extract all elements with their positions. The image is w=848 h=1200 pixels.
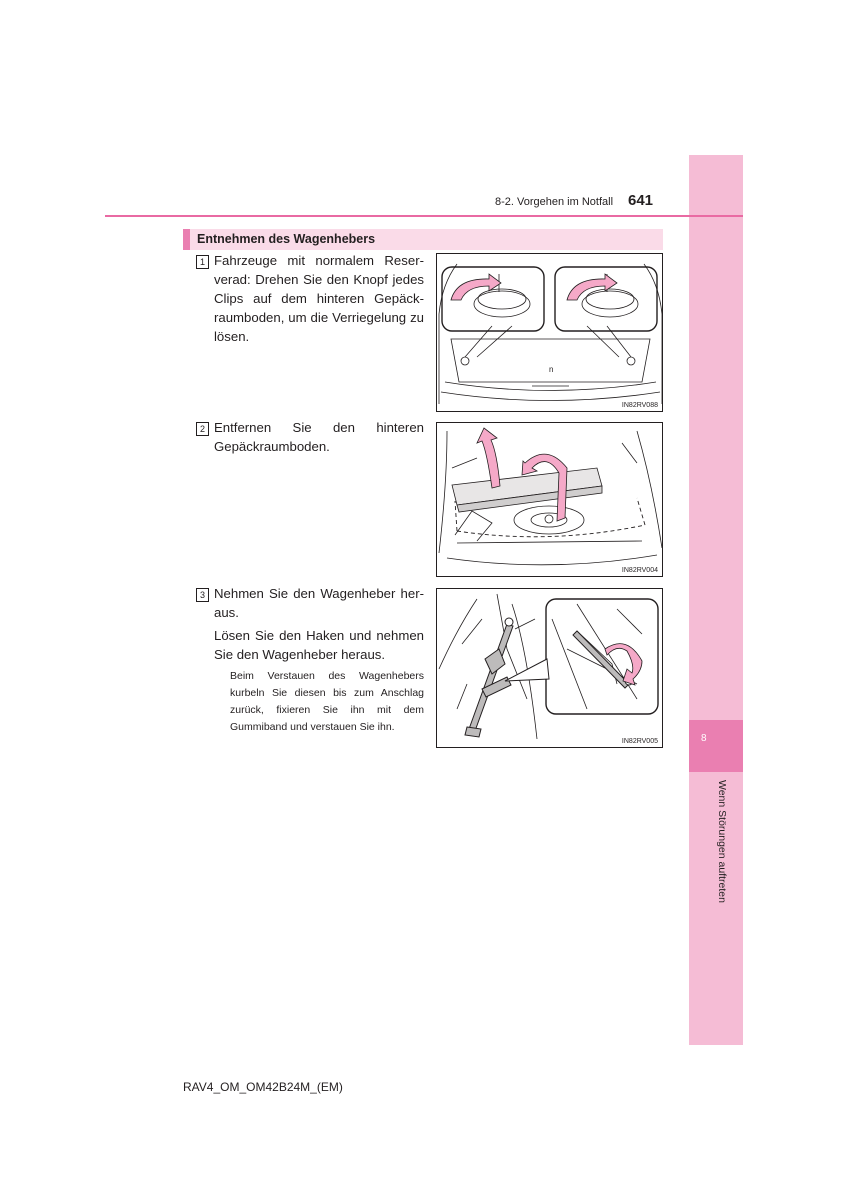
step-text-1: Fahrzeuge mit normalem Reserverad: Drehen Sie den Knopf jedes Clips auf dem hinteren Gepäckraumboden, um die Verriegelung zu lösen. bbox=[214, 253, 424, 344]
figure-code-1: IN82RV088 bbox=[621, 402, 658, 409]
footer-doc-code: RAV4_OM_OM42B24M_(EM) bbox=[183, 1080, 343, 1094]
side-strip bbox=[689, 155, 743, 1045]
chapter-label: Wenn Störungen auftreten bbox=[716, 780, 728, 903]
step-subtext-3: Lösen Sie den Haken und nehmen Sie den Wagenheber heraus. bbox=[214, 628, 424, 662]
figure-marker-n: n bbox=[549, 365, 554, 374]
page-number: 641 bbox=[628, 192, 654, 209]
header-rule bbox=[105, 215, 743, 217]
figure-floor-removal bbox=[436, 422, 663, 577]
chapter-number: 8 bbox=[701, 733, 707, 744]
figure-code-2: IN82RV004 bbox=[621, 567, 658, 574]
figure-clip-knobs-illustration bbox=[437, 254, 663, 412]
step-text-2: Entfernen Sie den hinteren Gepäckraumboden. bbox=[214, 420, 424, 454]
header-section: 8-2. Vorgehen im Notfall bbox=[495, 196, 614, 208]
step-number-3: 3 bbox=[196, 588, 209, 602]
step-number-1: 1 bbox=[196, 255, 209, 269]
section-title: Entnehmen des Wagenhebers bbox=[197, 232, 376, 246]
step-number-2: 2 bbox=[196, 422, 209, 436]
step-note-3: Beim Verstauen des Wagenhebers kurbeln Sie diesen bis zum Anschlag zurück, fixieren Sie ihn mit dem Gummiband und verstauen Sie ihn. bbox=[230, 670, 424, 733]
figure-jack-removal-illustration bbox=[437, 589, 663, 748]
step-text-3: Nehmen Sie den Wagenheber heraus. bbox=[214, 586, 424, 620]
chapter-tab bbox=[689, 720, 743, 772]
figure-clip-knobs bbox=[436, 253, 663, 412]
section-bar-accent bbox=[183, 229, 190, 250]
figure-jack-removal bbox=[436, 588, 663, 748]
figure-code-3: IN82RV005 bbox=[621, 738, 658, 745]
figure-floor-removal-illustration bbox=[437, 423, 663, 577]
